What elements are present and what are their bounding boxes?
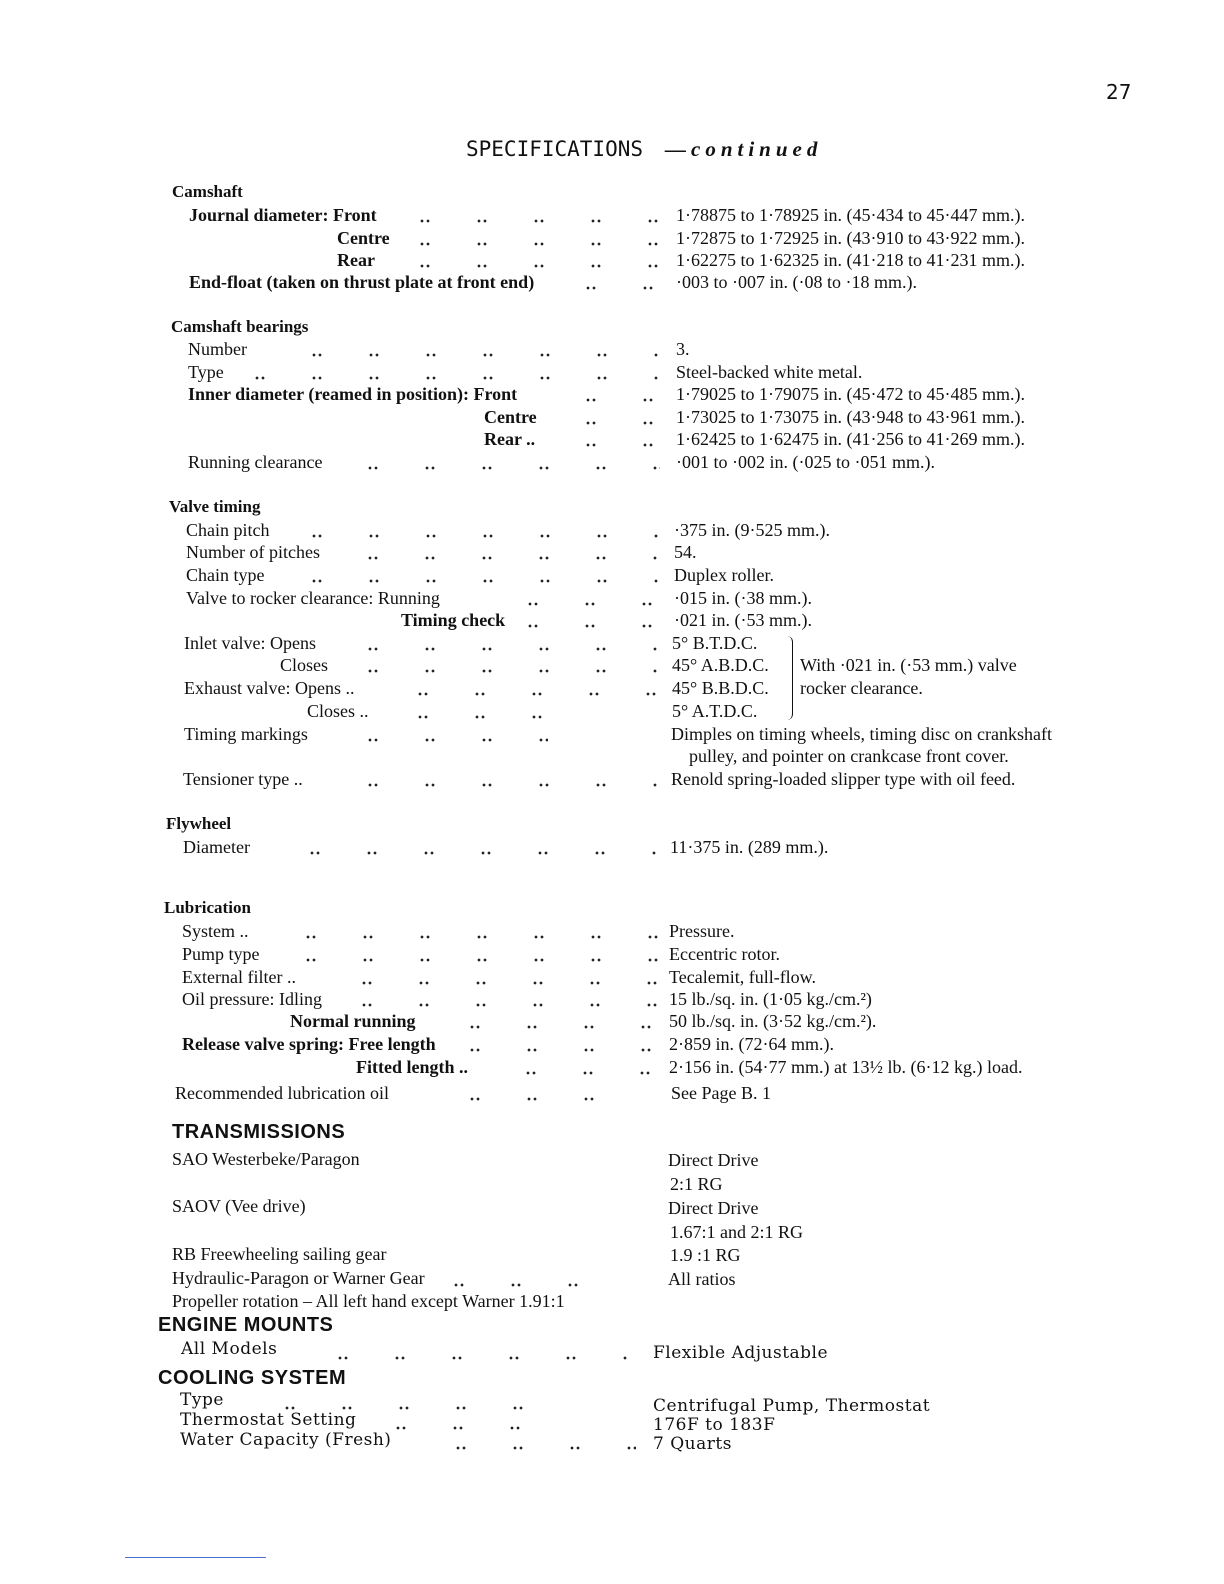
spec-label: Inner diameter (reamed in position): Front bbox=[188, 384, 518, 404]
spec-label: Journal diameter: Front bbox=[189, 205, 377, 225]
spec-label: Timing check bbox=[401, 610, 506, 630]
leader-dots bbox=[470, 1025, 658, 1029]
leader-dots bbox=[396, 1426, 536, 1430]
section-heading-flywheel: Flywheel bbox=[166, 814, 232, 833]
spec-value: pulley, and pointer on crankcase front cover. bbox=[689, 746, 1009, 766]
page-number: 27 bbox=[1106, 80, 1132, 104]
spec-label: External filter .. bbox=[182, 967, 296, 987]
spec-value: 1·79025 to 1·79075 in. (45·472 to 45·485 mm.). bbox=[676, 384, 1025, 404]
leader-dots bbox=[368, 556, 658, 560]
leader-dots bbox=[368, 647, 658, 651]
spec-label: Timing markings bbox=[184, 724, 308, 744]
leader-dots bbox=[528, 624, 658, 628]
spec-label: Number bbox=[188, 339, 247, 359]
brace bbox=[784, 636, 793, 720]
spec-value: 2·859 in. (72·64 mm.). bbox=[669, 1034, 834, 1054]
spec-value: 45° A.B.D.C. bbox=[672, 655, 769, 675]
leader-dots bbox=[306, 958, 658, 962]
spec-label: SAO Westerbeke/Paragon bbox=[172, 1149, 360, 1169]
spec-label: Type bbox=[180, 1390, 224, 1410]
leader-dots bbox=[362, 981, 658, 985]
spec-value: 1·73025 to 1·73075 in. (43·948 to 43·961 mm.). bbox=[676, 407, 1025, 427]
spec-value: 50 lb./sq. in. (3·52 kg./cm.²). bbox=[669, 1011, 877, 1031]
spec-value: Centrifugal Pump, Thermostat bbox=[653, 1396, 931, 1416]
spec-label: Hydraulic-Paragon or Warner Gear bbox=[172, 1268, 425, 1288]
spec-value: Flexible Adjustable bbox=[653, 1343, 829, 1363]
leader-dots bbox=[255, 376, 660, 380]
spec-value: Renold spring-loaded slipper type with oil feed. bbox=[671, 769, 1016, 789]
spec-label: Number of pitches bbox=[186, 542, 320, 562]
title-suffix: —continued bbox=[665, 137, 823, 161]
spec-value: 1·78875 to 1·78925 in. (45·434 to 45·447 mm.). bbox=[676, 205, 1025, 225]
clearance-note: With ·021 in. (·53 mm.) valve bbox=[800, 655, 1017, 675]
spec-value: ·375 in. (9·525 mm.). bbox=[674, 520, 830, 540]
spec-value: ·001 to ·002 in. (·025 to ·051 mm.). bbox=[676, 452, 935, 472]
leader-dots bbox=[586, 443, 660, 447]
spec-value: 176F to 183F bbox=[653, 1415, 776, 1435]
leader-dots bbox=[418, 715, 548, 719]
spec-label: Type bbox=[188, 362, 224, 382]
spec-value: 45° B.B.D.C. bbox=[672, 678, 769, 698]
section-heading-lubrication: Lubrication bbox=[164, 898, 251, 917]
leader-dots bbox=[285, 1406, 535, 1410]
spec-value: 2·156 in. (54·77 mm.) at 13½ lb. (6·12 kg.) load. bbox=[669, 1057, 1023, 1077]
leader-dots bbox=[368, 466, 660, 470]
spec-label: All Models bbox=[181, 1339, 278, 1359]
title-main: SPECIFICATIONS bbox=[466, 137, 644, 161]
spec-label: Closes bbox=[280, 655, 329, 675]
leader-dots bbox=[312, 353, 660, 357]
spec-value: Direct Drive bbox=[668, 1198, 759, 1218]
spec-value: Pressure. bbox=[669, 921, 735, 941]
spec-label: System .. bbox=[182, 921, 249, 941]
spec-value: 5° A.T.D.C. bbox=[672, 701, 758, 721]
spec-label: Centre bbox=[337, 228, 390, 248]
spec-label: Inlet valve: Opens bbox=[184, 633, 316, 653]
spec-label: Rear bbox=[337, 250, 375, 270]
leader-dots bbox=[420, 242, 660, 246]
spec-value: See Page B. 1 bbox=[671, 1083, 771, 1103]
leader-dots bbox=[420, 219, 660, 223]
leader-dots bbox=[368, 738, 548, 742]
spec-value: 5° B.T.D.C. bbox=[672, 633, 758, 653]
spec-value: ·015 in. (·38 mm.). bbox=[674, 588, 812, 608]
clearance-note: rocker clearance. bbox=[800, 678, 923, 698]
leader-dots bbox=[456, 1446, 636, 1450]
spec-value: 11·375 in. (289 mm.). bbox=[670, 837, 829, 857]
spec-label: End-float (taken on thrust plate at front end) bbox=[189, 272, 535, 292]
leader-dots bbox=[586, 421, 660, 425]
spec-label: Propeller rotation – All left hand except Warner 1.91:1 bbox=[172, 1291, 565, 1311]
spec-label: Pump type bbox=[182, 944, 260, 964]
spec-label: Normal running bbox=[290, 1011, 416, 1031]
spec-value: 1.9 :1 RG bbox=[670, 1245, 741, 1265]
spec-value: 1·62425 to 1·62475 in. (41·256 to 41·269 mm.). bbox=[676, 429, 1025, 449]
spec-label: SAOV (Vee drive) bbox=[172, 1196, 306, 1216]
spec-label: Tensioner type .. bbox=[183, 769, 303, 789]
section-heading-valve-timing: Valve timing bbox=[169, 497, 261, 516]
leader-dots bbox=[420, 264, 660, 268]
spec-label: Centre bbox=[484, 407, 537, 427]
leader-dots bbox=[362, 1003, 658, 1007]
leader-dots bbox=[368, 669, 658, 673]
spec-label: Exhaust valve: Opens .. bbox=[184, 678, 355, 698]
leader-dots bbox=[454, 1283, 614, 1287]
spec-value: Dimples on timing wheels, timing disc on crankshaft bbox=[671, 724, 1052, 744]
spec-label: Rear .. bbox=[484, 429, 536, 449]
leader-dots bbox=[312, 534, 658, 538]
spec-label: Release valve spring: Free length bbox=[182, 1034, 436, 1054]
spec-label: Fitted length .. bbox=[356, 1057, 468, 1077]
spec-label: Chain type bbox=[186, 565, 265, 585]
spec-label: RB Freewheeling sailing gear bbox=[172, 1244, 387, 1264]
spec-value: 3. bbox=[676, 339, 690, 359]
section-heading-engine-mounts: ENGINE MOUNTS bbox=[158, 1314, 334, 1336]
footnote-rule bbox=[125, 1557, 266, 1558]
section-heading-cooling-system: COOLING SYSTEM bbox=[158, 1367, 347, 1389]
leader-dots bbox=[586, 286, 660, 290]
spec-value: All ratios bbox=[668, 1269, 736, 1289]
spec-label: Recommended lubrication oil bbox=[175, 1083, 389, 1103]
spec-value: ·003 to ·007 in. (·08 to ·18 mm.). bbox=[676, 272, 917, 292]
leader-dots bbox=[470, 1097, 640, 1101]
spec-value: Tecalemit, full-flow. bbox=[669, 967, 817, 987]
leader-dots bbox=[586, 398, 660, 402]
spec-label: Closes .. bbox=[307, 701, 369, 721]
spec-value: Steel-backed white metal. bbox=[676, 362, 863, 382]
spec-label: Thermostat Setting bbox=[180, 1410, 357, 1430]
spec-value: 15 lb./sq. in. (1·05 kg./cm.²) bbox=[669, 989, 872, 1009]
leader-dots bbox=[310, 851, 658, 855]
leader-dots bbox=[528, 602, 658, 606]
leader-dots bbox=[306, 935, 658, 939]
section-heading-camshaft-bearings: Camshaft bearings bbox=[171, 317, 309, 336]
spec-value: ·021 in. (·53 mm.). bbox=[674, 610, 812, 630]
spec-value: 1·62275 to 1·62325 in. (41·218 to 41·231 mm.). bbox=[676, 250, 1025, 270]
spec-label: Valve to rocker clearance: Running bbox=[186, 588, 440, 608]
spec-value: 1·72875 to 1·72925 in. (43·910 to 43·922 mm.). bbox=[676, 228, 1025, 248]
spec-value: Eccentric rotor. bbox=[669, 944, 780, 964]
spec-label: Water Capacity (Fresh) bbox=[180, 1430, 392, 1450]
spec-value: Duplex roller. bbox=[674, 565, 774, 585]
spec-value: 1.67:1 and 2:1 RG bbox=[670, 1222, 803, 1242]
spec-value: 7 Quarts bbox=[653, 1434, 732, 1454]
section-heading-transmissions: TRANSMISSIONS bbox=[172, 1121, 346, 1143]
leader-dots bbox=[368, 783, 658, 787]
spec-label: Oil pressure: Idling bbox=[182, 989, 322, 1009]
leader-dots bbox=[526, 1071, 658, 1075]
spec-label: Chain pitch bbox=[186, 520, 270, 540]
spec-value: Direct Drive bbox=[668, 1150, 759, 1170]
leader-dots bbox=[470, 1048, 658, 1052]
page-title bbox=[466, 137, 822, 162]
section-heading-camshaft: Camshaft bbox=[172, 182, 243, 201]
leader-dots bbox=[338, 1356, 628, 1360]
spec-value: 54. bbox=[674, 542, 697, 562]
leader-dots bbox=[312, 579, 658, 583]
spec-label: Running clearance bbox=[188, 452, 323, 472]
leader-dots bbox=[418, 692, 658, 696]
spec-value: 2:1 RG bbox=[670, 1174, 723, 1194]
spec-label: Diameter bbox=[183, 837, 250, 857]
